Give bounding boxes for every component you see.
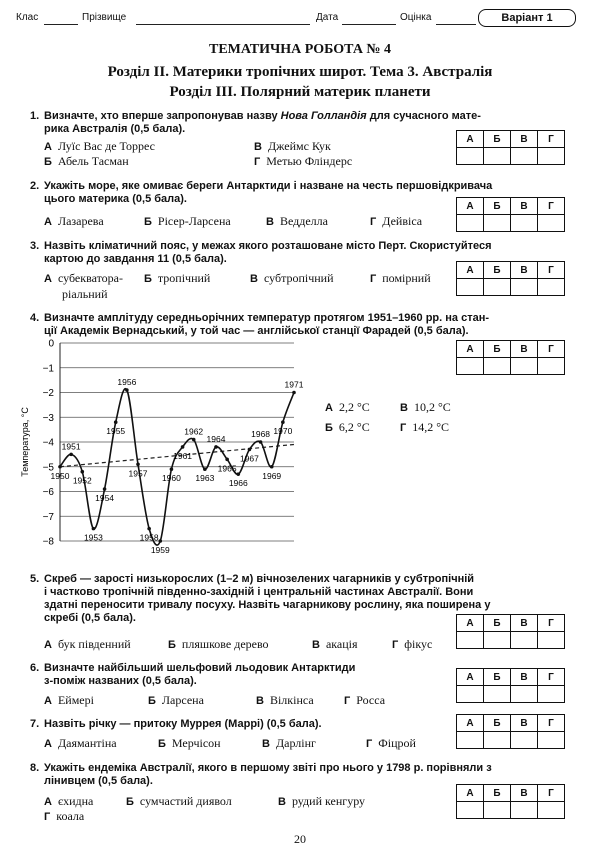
answer-letter: Б — [484, 341, 511, 358]
class-field[interactable] — [44, 12, 78, 25]
answer-cell[interactable] — [538, 148, 565, 165]
year-label: 1967 — [239, 453, 259, 464]
question-text: Укажіть ендеміка Австралії, якого в першому звіті про нього у 1798 р. порівняли з — [44, 762, 492, 774]
answer-letter: А — [457, 785, 484, 802]
option-a-continued: ріальний — [62, 287, 108, 301]
answer-cell[interactable] — [511, 686, 538, 703]
question-number: 7. — [30, 718, 40, 730]
option-c[interactable]: В Дарлінг — [262, 736, 316, 750]
answer-letter: В — [511, 785, 538, 802]
data-point — [292, 391, 296, 395]
class-label: Клас — [16, 12, 39, 23]
option-b[interactable]: Б 6,2 °С — [325, 420, 370, 434]
question-text: здатні переносити тривалу посуху. Назвіть чагарникову рослину, яка поширена у — [44, 599, 491, 611]
y-tick-label: −4 — [42, 437, 54, 449]
answer-cell[interactable] — [457, 632, 484, 649]
question-text: ції Академік Вернадський, у той час — англійської станції Фарадей (0,5 бала). — [44, 325, 469, 337]
answer-letter: А — [457, 131, 484, 148]
year-label: 1970 — [273, 426, 293, 437]
option-a[interactable]: А бук південний — [44, 637, 131, 651]
data-point — [270, 465, 274, 469]
answer-letter: Г — [538, 341, 565, 358]
answer-cell[interactable] — [511, 358, 538, 375]
answer-cell[interactable] — [484, 358, 511, 375]
option-c[interactable]: В 10,2 °С — [400, 400, 451, 414]
answer-cell[interactable] — [484, 732, 511, 749]
question-text: Визначте амплітуду середньорічних температур протягом 1951–1960 рр. на стан- — [44, 312, 490, 324]
answer-cell[interactable] — [511, 802, 538, 819]
question-text: з-поміж названих (0,5 бала). — [44, 675, 197, 687]
data-point — [203, 467, 207, 471]
question-text: скребі (0,5 бала). — [44, 612, 136, 624]
question-text: рика Австралія (0,5 бала). — [44, 123, 186, 135]
answer-cell[interactable] — [538, 632, 565, 649]
answer-letter: В — [511, 341, 538, 358]
answer-grid-q4 — [456, 340, 565, 375]
year-label: 1959 — [150, 545, 170, 555]
answer-grid-q8 — [456, 784, 565, 819]
answer-cell[interactable] — [457, 148, 484, 165]
data-point — [147, 527, 151, 531]
y-tick-label: −7 — [42, 511, 54, 523]
answer-cell[interactable] — [511, 732, 538, 749]
year-label: 1964 — [206, 433, 226, 444]
answer-cell[interactable] — [538, 358, 565, 375]
answer-grid-q7 — [456, 714, 565, 749]
year-label: 1969 — [262, 470, 282, 481]
option-a[interactable]: А Еймері — [44, 693, 94, 707]
answer-letter: Б — [484, 262, 511, 279]
answer-letter: Г — [538, 615, 565, 632]
answer-cell[interactable] — [457, 358, 484, 375]
answer-letter: Г — [538, 262, 565, 279]
option-a[interactable]: А Лазарева — [44, 214, 104, 228]
answer-grid-q2 — [456, 197, 565, 232]
question-number: 3. — [30, 240, 40, 252]
answer-grid-q3 — [456, 261, 565, 296]
question-text: Визначте найбільший шельфовий льодовик Антарктиди — [44, 662, 356, 674]
answer-letter: А — [457, 341, 484, 358]
year-label: 1955 — [106, 426, 126, 437]
temperature-chart — [16, 338, 306, 568]
data-point — [103, 487, 107, 491]
answer-letter: В — [511, 715, 538, 732]
year-label: 1971 — [284, 379, 304, 390]
answer-grid-q5 — [456, 614, 565, 649]
date-label: Дата — [316, 12, 339, 23]
data-point — [281, 420, 285, 424]
y-tick-label: −6 — [42, 487, 54, 498]
year-label: 1966 — [228, 478, 248, 489]
grade-field[interactable] — [436, 12, 476, 25]
answer-letter: Б — [484, 715, 511, 732]
answer-letter: А — [457, 669, 484, 686]
option-a[interactable]: А 2,2 °С — [325, 400, 370, 414]
answer-letter: Г — [538, 131, 565, 148]
question-text: Укажіть море, яке омиває береги Антарктиди і назване на честь першовідкривача — [44, 180, 493, 192]
answer-cell[interactable] — [484, 802, 511, 819]
data-point — [80, 470, 84, 474]
answer-letter: А — [457, 615, 484, 632]
answer-letter: Г — [538, 715, 565, 732]
answer-cell[interactable] — [484, 279, 511, 296]
answer-cell[interactable] — [457, 732, 484, 749]
answer-cell[interactable] — [484, 148, 511, 165]
year-label: 1965 — [217, 463, 237, 474]
y-tick-label: −3 — [42, 412, 54, 424]
option-d[interactable]: Г 14,2 °С — [400, 420, 450, 434]
option-d[interactable]: Г Метью Фліндерс — [254, 154, 353, 168]
answer-grid-q6 — [456, 668, 565, 703]
year-label: 1963 — [195, 473, 215, 484]
answer-cell[interactable] — [511, 148, 538, 165]
answer-letter: Г — [538, 669, 565, 686]
option-d[interactable]: Г фікус — [392, 637, 433, 651]
year-label: 1962 — [184, 426, 204, 437]
question-text: картою до завдання 11 (0,5 бала). — [44, 253, 227, 265]
answer-letter: Б — [484, 785, 511, 802]
answer-cell[interactable] — [511, 632, 538, 649]
answer-letter: Б — [484, 669, 511, 686]
option-c[interactable]: В рудий кенгуру — [278, 794, 366, 808]
option-b[interactable]: Б Рісер-Ларсена — [144, 214, 231, 228]
answer-letter: Г — [538, 198, 565, 215]
year-label: 1953 — [83, 532, 103, 543]
question-text: цього материка (0,5 бала). — [44, 193, 187, 205]
option-d[interactable]: Г коала — [44, 809, 85, 823]
option-c[interactable]: В Джеймс Кук — [254, 139, 331, 153]
answer-cell[interactable] — [511, 215, 538, 232]
answer-letter: Б — [484, 131, 511, 148]
answer-cell[interactable] — [538, 279, 565, 296]
data-point — [125, 388, 129, 392]
option-c[interactable]: В субтропічний — [250, 271, 334, 285]
data-point — [225, 458, 229, 462]
question-number: 2. — [30, 180, 40, 192]
option-d[interactable]: Г помірний — [370, 271, 431, 285]
year-label: 1961 — [173, 450, 193, 461]
option-d[interactable]: Г Фіцрой — [366, 736, 416, 750]
y-tick-label: 0 — [48, 338, 54, 350]
answer-cell[interactable] — [484, 215, 511, 232]
question-number: 1. — [30, 110, 40, 122]
data-point — [158, 539, 162, 543]
y-tick-label: −8 — [42, 536, 54, 548]
data-point — [248, 448, 252, 452]
data-point — [170, 467, 174, 471]
answer-letter: А — [457, 262, 484, 279]
y-tick-label: −1 — [42, 363, 54, 375]
option-a[interactable]: А субекватора- — [44, 271, 123, 285]
page-number: 20 — [294, 832, 306, 846]
question-text: Визначте, хто вперше запропонував назву — [44, 110, 281, 122]
answer-cell[interactable] — [484, 632, 511, 649]
option-b[interactable]: Б тропічний — [144, 271, 211, 285]
data-point — [259, 440, 263, 444]
question-text-emphasis: Нова Голландія — [280, 110, 367, 122]
surname-label: Прізвище — [82, 12, 127, 23]
variant-badge: Варіант 1 — [478, 9, 576, 27]
date-field[interactable] — [342, 12, 396, 25]
question-text: і частково тропічній південно-західній і центральній частинах Австралії. Вони — [44, 586, 474, 598]
y-tick-label: −2 — [42, 388, 54, 399]
answer-cell[interactable] — [538, 802, 565, 819]
answer-letter: Г — [538, 785, 565, 802]
year-label: 1960 — [161, 473, 181, 484]
year-label: 1951 — [61, 441, 81, 452]
data-point — [214, 445, 218, 449]
option-b[interactable]: Б пляшкове дерево — [168, 637, 269, 651]
grade-label: Оцінка — [400, 12, 432, 23]
data-point — [114, 420, 118, 424]
option-d[interactable]: Г Росса — [344, 693, 386, 707]
answer-cell[interactable] — [538, 686, 565, 703]
answer-grid-q1 — [456, 130, 565, 165]
answer-cell[interactable] — [457, 215, 484, 232]
answer-cell[interactable] — [511, 279, 538, 296]
y-axis-label: Температура, °С — [20, 407, 30, 477]
year-label: 1958 — [139, 532, 159, 543]
y-tick-label: −5 — [42, 462, 54, 474]
year-label: 1968 — [251, 429, 271, 439]
year-label: 1952 — [72, 475, 92, 486]
option-a[interactable]: А єхидна — [44, 794, 94, 808]
option-c[interactable]: В акація — [312, 637, 358, 651]
year-label: 1950 — [50, 470, 70, 481]
answer-letter: В — [511, 262, 538, 279]
section-title-1: Розділ ІІ. Материки тропічних широт. Тема 3. Австралія — [107, 64, 493, 80]
section-title-2: Розділ ІІІ. Полярний материк планети — [169, 84, 431, 100]
answer-letter: В — [511, 131, 538, 148]
answer-letter: В — [511, 198, 538, 215]
data-point — [136, 462, 140, 466]
year-label: 1956 — [117, 377, 137, 388]
answer-letter: А — [457, 715, 484, 732]
question-text: для сучасного мате- — [366, 110, 481, 122]
question-text: Скреб — зарості низькорослих (1–2 м) вічнозелених чагарників у субтропічній — [44, 573, 475, 585]
answer-cell[interactable] — [457, 802, 484, 819]
option-c[interactable]: В Ведделла — [266, 214, 328, 228]
answer-cell[interactable] — [457, 279, 484, 296]
answer-cell[interactable] — [484, 686, 511, 703]
page-title: ТЕМАТИЧНА РОБОТА № 4 — [209, 42, 391, 57]
answer-letter: Б — [484, 615, 511, 632]
option-a[interactable]: А Даямантіна — [44, 736, 117, 750]
option-c[interactable]: В Вілкінса — [256, 693, 314, 707]
question-number: 8. — [30, 762, 40, 774]
answer-letter: В — [511, 615, 538, 632]
answer-letter: Б — [484, 198, 511, 215]
option-a[interactable]: А Луїс Вас де Торрес — [44, 139, 155, 153]
answer-letter: А — [457, 198, 484, 215]
answer-cell[interactable] — [538, 215, 565, 232]
year-label: 1954 — [95, 493, 115, 504]
question-text: Назвіть річку — притоку Муррея (Маррі) (0,5 бала). — [44, 718, 322, 730]
data-point — [58, 465, 62, 469]
option-b[interactable]: Б сумчастий диявол — [126, 794, 232, 808]
data-point — [69, 453, 73, 457]
data-point — [181, 445, 185, 449]
question-number: 4. — [30, 312, 40, 324]
question-number: 6. — [30, 662, 40, 674]
question-text: Назвіть кліматичний пояс, у межах якого розташоване місто Перт. Скористуйтеся — [44, 240, 492, 252]
data-point — [92, 527, 96, 531]
option-b[interactable]: Б Абель Тасман — [44, 154, 129, 168]
option-d[interactable]: Г Дейвіса — [370, 214, 423, 228]
option-b[interactable]: Б Мерчісон — [158, 736, 221, 750]
answer-cell[interactable] — [538, 732, 565, 749]
option-b[interactable]: Б Ларсена — [148, 693, 204, 707]
answer-letter: В — [511, 669, 538, 686]
data-point — [236, 472, 240, 476]
question-text: лінивцем (0,5 бала). — [44, 775, 153, 787]
question-number: 5. — [30, 573, 40, 585]
year-label: 1957 — [128, 468, 148, 479]
surname-field[interactable] — [136, 12, 310, 25]
answer-cell[interactable] — [457, 686, 484, 703]
data-point — [192, 438, 196, 442]
